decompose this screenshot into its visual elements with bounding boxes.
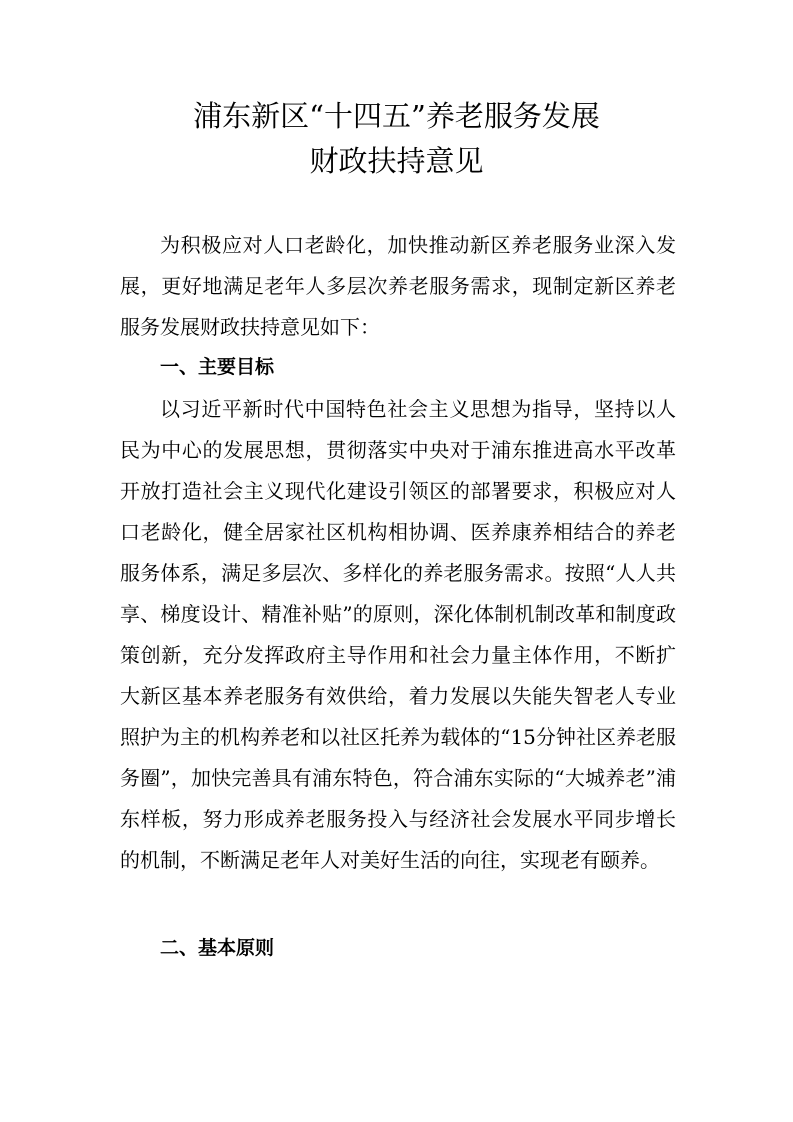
section-heading-basic-principles: 二、基本原则 bbox=[160, 937, 275, 959]
intro-paragraph: 为积极应对人口老龄化，加快推动新区养老服务业深入发展，更好地满足老年人多层次养老服务需求，现制定新区养老服务发展财政扶持意见如下： bbox=[120, 233, 676, 339]
document-title-line2: 财政扶持意见 bbox=[309, 144, 484, 178]
document-title-line1: 浦东新区“十四五”养老服务发展 bbox=[193, 99, 600, 133]
section-heading-main-goals: 一、主要目标 bbox=[160, 356, 275, 378]
main-goals-paragraph: 以习近平新时代中国特色社会主义思想为指导，坚持以人民为中心的发展思想，贯彻落实中央对于浦东推进高水平改革开放打造社会主义现代化建设引领区的部署要求，积极应对人口老龄化，健全居家社区机构相协调、医养康养相结合的养老服务体系，满足多层次、多样化的养老服务需求。按照“人人共享、梯度设计、精准补贴”的原则，深化体制机制改革和制度政策创新，充分发挥政府主导作用和社会力量主体作用，不断扩大新区基本养老服务有效供给，着力发展以失能失智老人专业照护为主的机构养老和以社区托养为载体的“15分钟社区养老服务圈”，加快完善具有浦东特色，符合浦东实际的“大城养老”浦东样板，努力形成养老服务投入与经济社会发展水平同步增长的机制，不断满足老年人对美好生活的向往，实现老有颐养。 bbox=[120, 397, 676, 872]
